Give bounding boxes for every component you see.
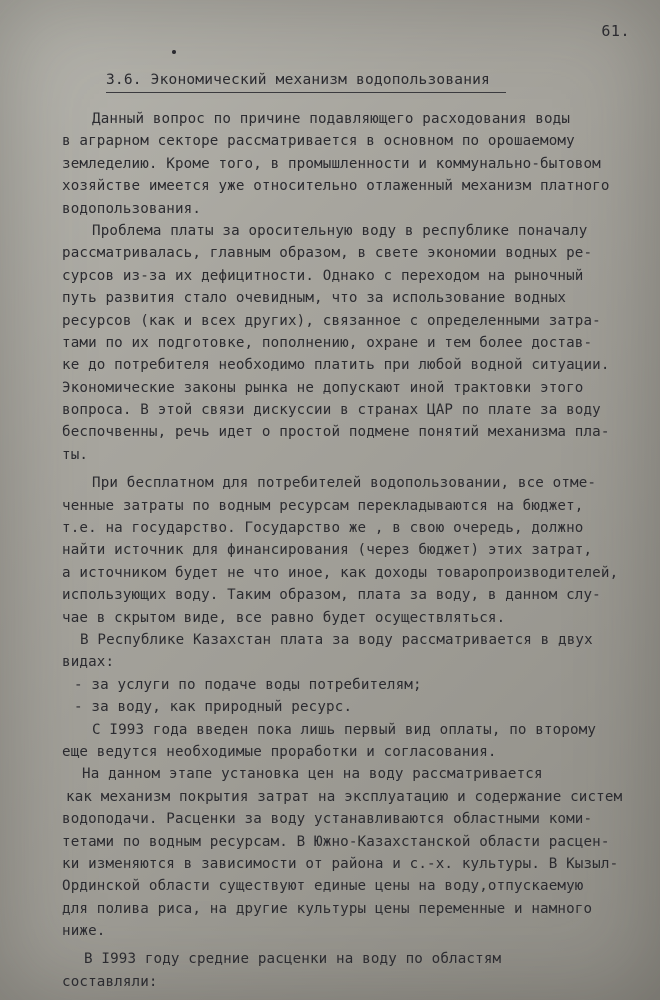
text-line: сурсов из-за их дефицитности. Однако с переходом на рыночный (62, 267, 584, 284)
text-line: ресурсов (как и всех других), связанное с определенными затра- (62, 312, 601, 329)
text-line: использующих воду. Таким образом, плата за воду, в данном слу- (62, 587, 601, 604)
section-heading: 3.6. Экономический механизм водопользования (106, 72, 490, 88)
text-line: ки изменяются в зависимости от района и с.-х. культуры. В Кызыл- (62, 855, 619, 872)
text-line: чае в скрытом виде, все равно будет осуществляться. (62, 609, 506, 626)
text-line: Ординской области существуют единые цены на воду,отпускаемую (62, 878, 584, 895)
text-line: водопользования. (62, 200, 202, 217)
text-line: для полива риса, на другие культуры цены переменные и намного (62, 900, 593, 917)
list-item: - за воду, как природный ресурс. (74, 699, 353, 716)
text-line: вопроса. В этой связи дискуссии в странах ЦАР по плате за воду (62, 402, 601, 419)
text-line: Проблема платы за оросительную воду в республике поначалу (92, 222, 588, 239)
heading-underline (106, 92, 506, 93)
text-line: тами по их подготовке, пополнению, охране и тем более достав- (62, 334, 593, 351)
text-line: беспочвенны, речь идет о простой подмене понятий механизма пла- (62, 424, 610, 441)
text-line: еще ведутся необходимые проработки и согласования. (62, 743, 497, 760)
text-line: На данном этапе установка цен на воду рассматривается (82, 766, 543, 783)
text-line: хозяйстве имеется уже относительно отлаженный механизм платного (62, 178, 610, 195)
body-text (62, 108, 642, 993)
text-line: ченные затраты по водным ресурсам перекладываются на бюджет, (62, 497, 584, 514)
text-line: ке до потребителя необходимо платить при любой водной ситуации. (62, 357, 610, 374)
ink-dot (172, 50, 176, 54)
text-line: а источником будет не что иное, как доходы товаропроизводителей, (62, 564, 619, 581)
text-line: В I993 году средние расценки на воду по областям (84, 951, 502, 968)
text-line: в аграрном секторе рассматривается в основном по орошаемому (62, 133, 575, 150)
text-line: Данный вопрос по причине подавляющего расходования воды (92, 111, 571, 127)
text-line: тетами по водным ресурсам. В Южно-Казахстанской области расцен- (62, 833, 610, 850)
text-line: С I993 года введен пока лишь первый вид оплаты, по второму (92, 721, 597, 738)
text-line: составляли: (62, 973, 158, 990)
text-line: ниже. (62, 923, 106, 940)
text-line: При бесплатном для потребителей водопользовании, все отме- (92, 475, 597, 492)
text-line: В Республике Казахстан плата за воду рассматривается в двух (80, 631, 593, 648)
list-item: - за услуги по подаче воды потребителям; (74, 676, 422, 693)
text-line: видах: (62, 654, 115, 671)
text-line: земледелию. Кроме того, в промышленности и коммунально-бытовом (62, 155, 601, 172)
text-line: рассматривалась, главным образом, в свете экономии водных ре- (62, 245, 593, 262)
page-number: 61. (601, 22, 630, 40)
text-line: как механизм покрытия затрат на эксплуатацию и содержание систем (66, 788, 623, 805)
text-line: т.е. на государство. Государство же , в свою очередь, должно (62, 520, 584, 537)
text-line: Экономические законы рынка не допускают иной трактовки этого (62, 379, 584, 396)
text-line: водоподачи. Расценки за воду устанавливаются областными коми- (62, 811, 593, 828)
text-line: путь развития стало очевидным, что за использование водных (62, 290, 567, 307)
text-line: найти источник для финансирования (через бюджет) этих затрат, (62, 542, 593, 559)
text-line: ты. (62, 446, 89, 463)
